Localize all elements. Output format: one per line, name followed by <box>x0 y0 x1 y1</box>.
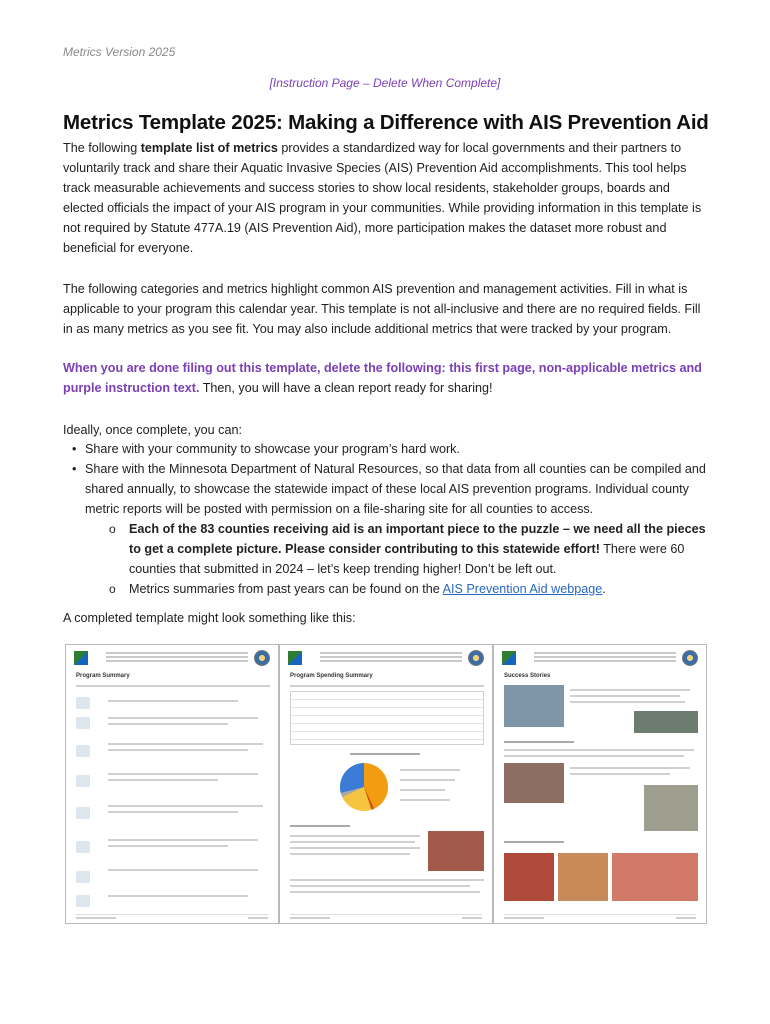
thumbnail-rule <box>76 685 270 687</box>
thumbnail-text-line <box>108 743 263 745</box>
bullet-community-text: Share with your community to showcase your program’s hard work. <box>85 442 460 456</box>
thumbnail-text-line <box>504 755 684 757</box>
thumbnail-header-lines <box>534 652 676 654</box>
categories-paragraph: The following categories and metrics highlight common AIS prevention and management activities. Fill in what is applicable to your program this calendar year. This template is not all-inclusive and there are no required fields. Fill in as many metrics as you see fit. You may also include additional metrics that were tracked by your program. <box>63 282 701 336</box>
sub-list <box>85 519 713 599</box>
thumbnail-title: Program Spending Summary <box>290 673 373 679</box>
ideally-paragraph: Ideally, once complete, you can: <box>63 423 242 437</box>
activity-photo <box>612 853 698 901</box>
delete-instruction-text: When you are done filing out this template, delete the following: this first page, non-applicable metrics and purple instruction text. <box>63 361 702 395</box>
spending-table-graphic <box>290 691 484 745</box>
highlight-photo <box>428 831 484 871</box>
spending-pie-graphic <box>340 763 388 811</box>
thumbnail-header-lines <box>106 652 248 654</box>
page-title: Metrics Template 2025: Making a Difference with AIS Prevention Aid <box>63 111 709 134</box>
list-item <box>85 519 713 579</box>
metrics-version-label: Metrics Version 2025 <box>63 45 176 59</box>
thumbnail-text-line <box>570 773 670 775</box>
seal-icon <box>468 650 484 666</box>
activity-photo <box>558 853 608 901</box>
past-summaries-end: . <box>602 582 606 596</box>
counties-bold-text: Each of the 83 counties receiving aid is an important piece to the puzzle – we need all the pieces to get a complete picture. Please consider contributing to this statewide effort! <box>129 522 706 556</box>
story-photo <box>634 711 698 733</box>
thumbnail-title: Success Stories <box>504 673 551 679</box>
legend-line <box>400 779 455 781</box>
thumbnail-footer <box>504 914 696 915</box>
list-item <box>63 459 713 599</box>
category-icon <box>76 871 90 883</box>
instruction-page-note: [Instruction Page – Delete When Complete] <box>269 76 501 90</box>
story-photo <box>504 763 564 803</box>
bullet-dnr-text: Share with the Minnesota Department of Natural Resources, so that data from all counties can be compiled and shared annually, to showcase the statewide impact of these local AIS prevention programs. Individual county metric reports will be posted with permission on a file-sharing site for all counties to access. <box>85 462 706 516</box>
example-paragraph: A completed template might look something like this: <box>63 611 356 625</box>
intro-paragraph <box>63 138 713 258</box>
seal-icon <box>682 650 698 666</box>
thumbnail-text-line <box>504 749 694 751</box>
ais-prevention-aid-link[interactable]: AIS Prevention Aid webpage <box>442 582 603 596</box>
delete-note-rest: Then, you will have a clean report ready for sharing! <box>199 381 493 395</box>
thumbnail-text-line <box>108 779 218 781</box>
past-summaries-text: Metrics summaries from past years can be found on the <box>129 582 443 596</box>
intro-text-start: The following <box>63 141 141 155</box>
legend-line <box>400 769 460 771</box>
thumbnail-text-line <box>570 767 690 769</box>
chart-title-line <box>350 753 420 755</box>
example-page-thumbnail-1 <box>65 644 279 924</box>
thumbnail-header-lines <box>320 652 462 654</box>
list-item <box>63 439 713 459</box>
category-icon <box>76 807 90 819</box>
delete-note-paragraph <box>63 358 713 398</box>
thumbnail-text-line <box>290 891 480 893</box>
thumbnail-text-line <box>570 689 690 691</box>
thumbnail-footer <box>290 914 482 915</box>
activity-photo <box>504 853 554 901</box>
category-icon <box>76 697 90 709</box>
category-icon <box>76 775 90 787</box>
thumbnail-text-line <box>108 717 258 719</box>
category-icon <box>76 841 90 853</box>
thumbnail-text-line <box>108 773 258 775</box>
benefits-list <box>63 439 713 599</box>
thumbnail-text-line <box>108 869 258 871</box>
legend-line <box>400 799 450 801</box>
thumbnail-text-line <box>290 879 484 881</box>
thumbnail-text-line <box>290 885 470 887</box>
thumbnail-text-line <box>108 895 248 897</box>
thumbnail-text-line <box>290 835 420 837</box>
county-logo-icon <box>502 651 516 665</box>
county-logo-icon <box>74 651 88 665</box>
thumbnail-rule <box>290 685 484 687</box>
section-heading-line <box>504 841 564 843</box>
thumbnail-text-line <box>108 839 258 841</box>
list-item <box>85 579 713 599</box>
thumbnail-text-line <box>108 700 238 702</box>
thumbnail-footer <box>76 914 268 915</box>
story-photo <box>504 685 564 727</box>
thumbnail-text-line <box>290 853 410 855</box>
thumbnail-text-line <box>290 847 420 849</box>
seal-icon <box>254 650 270 666</box>
thumbnail-text-line <box>108 805 263 807</box>
category-icon <box>76 895 90 907</box>
thumbnail-text-line <box>570 695 680 697</box>
section-heading-line <box>504 741 574 743</box>
category-icon <box>76 717 90 729</box>
example-page-thumbnail-3 <box>493 644 707 924</box>
thumbnail-text-line <box>108 811 238 813</box>
counties-rest-text: There were 60 counties that submitted in 2024 – let’s keep trending higher! Don’t be left out. <box>129 542 685 576</box>
story-photo <box>644 785 698 831</box>
thumbnail-text-line <box>570 701 685 703</box>
thumbnail-text-line <box>108 845 228 847</box>
county-logo-icon <box>288 651 302 665</box>
thumbnail-text-line <box>108 749 248 751</box>
intro-bold-phrase: template list of metrics <box>140 141 278 155</box>
highlights-heading-line <box>290 825 350 827</box>
example-page-thumbnail-2 <box>279 644 493 924</box>
thumbnail-text-line <box>290 841 415 843</box>
intro-text-rest: provides a standardized way for local governments and their partners to voluntarily track and share their Aquatic Invasive Species (AIS) Prevention Aid accomplishments. This tool helps track measurable achievements and success stories to show local residents, stakeholder groups, boards and elected officials the impact of your AIS program in your communities. While providing information in this template is not required by Statute 477A.19 (AIS Prevention Aid), more participation makes the dataset more robust and beneficial for everyone. <box>63 141 702 255</box>
category-icon <box>76 745 90 757</box>
thumbnail-title: Program Summary <box>76 673 130 679</box>
legend-line <box>400 789 445 791</box>
thumbnail-text-line <box>108 723 228 725</box>
